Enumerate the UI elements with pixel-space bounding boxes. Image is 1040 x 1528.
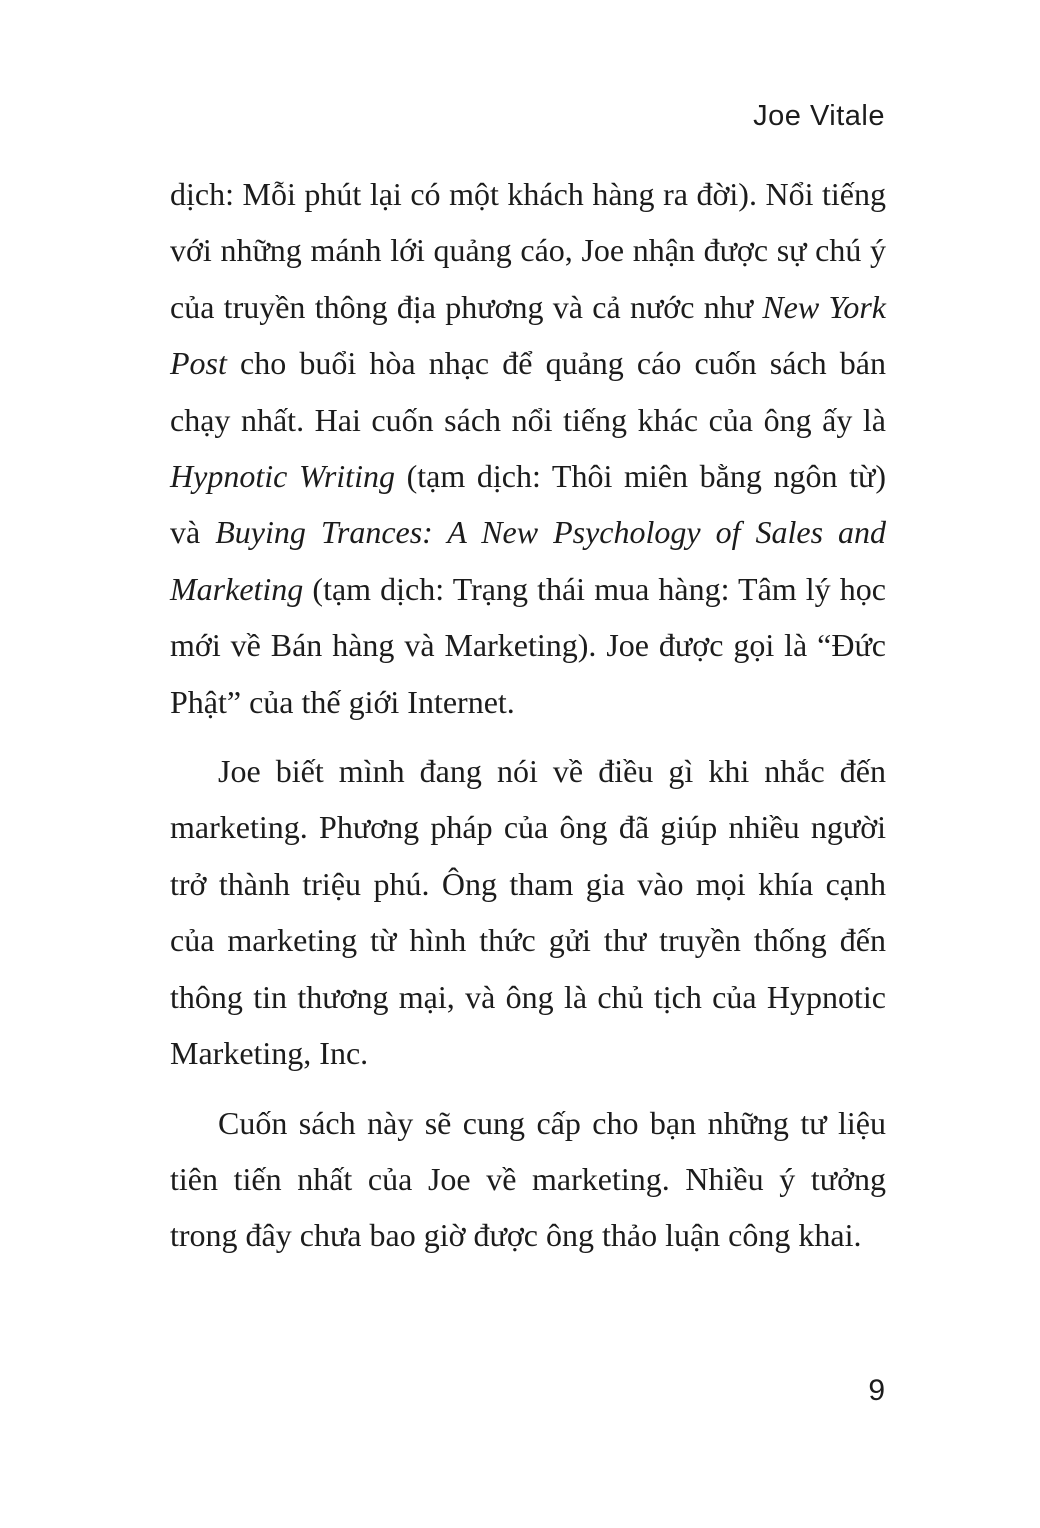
text-segment: Joe biết mình đang nói về điều gì khi nhắc đến marketing. Phương pháp của ông đã giúp nhiều người trở thành triệu phú. Ông tham gia vào mọi khía cạnh của marketing từ hình thức gửi thư truyền thống đến thông tin thương mại, và ông là chủ tịch của Hypnotic Marketing, Inc. <box>170 753 886 1072</box>
book-title-italic: Hypnotic Writing <box>170 458 395 495</box>
page-number: 9 <box>868 1374 885 1407</box>
running-header <box>753 100 885 133</box>
running-header-text: Joe Vitale <box>753 100 885 132</box>
body-paragraph <box>170 1095 886 1264</box>
text-segment: cho buổi hòa nhạc để quảng cáo cuốn sách bán chạy nhất. Hai cuốn sách nổi tiếng khác của ông ấy là <box>170 345 886 438</box>
book-title-italic: New York Post <box>170 288 887 382</box>
text-segment: (tạm dịch: Thôi miên bằng ngôn từ) và <box>170 458 886 551</box>
text-segment: dịch: Mỗi phút lại có một khách hàng ra đời). Nổi tiếng với những mánh lới quảng cáo, Joe nhận được sự chú ý của truyền thông địa phương và cả nước như <box>170 176 886 325</box>
body-text <box>170 166 886 1277</box>
text-segment: (tạm dịch: Trạng thái mua hàng: Tâm lý học mới về Bán hàng và Marketing). Joe được gọi là “Đức Phật” của thế giới Internet. <box>170 570 886 720</box>
body-paragraph <box>170 166 886 730</box>
text-segment: Cuốn sách này sẽ cung cấp cho bạn những tư liệu tiên tiến nhất của Joe về marketing. Nhiều ý tưởng trong đây chưa bao giờ được ông thảo luận công khai. <box>170 1104 886 1254</box>
body-paragraph <box>170 743 886 1081</box>
book-title-italic: Buying Trances: A New Psychology of Sales and Marketing <box>170 514 887 607</box>
page-footer <box>868 1374 885 1408</box>
